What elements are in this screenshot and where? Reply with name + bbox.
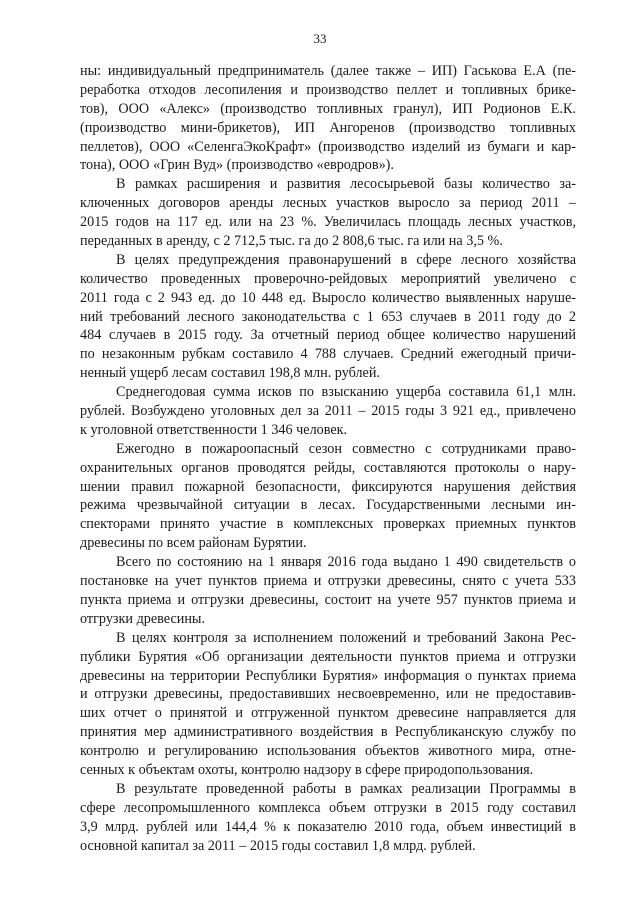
text-line: 2011 года с 2 943 ед. до 10 448 ед. Выросло количество выявленных наруше- <box>80 289 576 306</box>
text-line: охранительных органов проводятся рейды, составляются протоколы о нару- <box>80 459 576 476</box>
text-line: ний требований лесного законодательства с 1 653 случаев в 2011 году до 2 <box>80 308 576 325</box>
paragraph <box>80 440 576 553</box>
text-line: древесины на территории Республики Бурятия» информация о пунктах приема <box>80 667 576 684</box>
text-line: тона), ООО «Грин Вуд» (производство «евродров»). <box>80 157 394 174</box>
text-line: 484 случаев в 2015 году. За отчетный период общее количество нарушений <box>80 327 576 344</box>
text-line: ненный ущерб лесам составил 198,8 млн. рублей. <box>80 365 380 382</box>
text-line: ны: индивидуальный предприниматель (далее также – ИП) Гаськова Е.А (пе- <box>80 63 576 79</box>
text-line: ключенных договоров аренды лесных участков выросло за период 2011 – <box>80 195 576 212</box>
paragraph <box>80 780 576 856</box>
paragraph <box>80 629 576 780</box>
text-line: пункта приема и отгрузки древесины, состоит на учете 957 пунктов приема и <box>80 591 576 608</box>
paragraph <box>80 553 576 629</box>
text-line: пеллетов), ООО «СеленгаЭкоКрафт» (производство изделий из бумаги и кар- <box>80 138 576 155</box>
text-line: Ежегодно в пожароопасный сезон совместно с сотрудниками право- <box>116 440 576 457</box>
text-line: 3,9 млрд. рублей или 144,4 % к показателю 2010 года, объем инвестиций в <box>80 818 576 835</box>
paragraph <box>80 251 576 383</box>
text-line: по незаконным рубкам составило 4 788 случаев. Средний ежегодный причи- <box>80 346 576 363</box>
text-line: сфере лесопромышленного комплекса объем отгрузки в 2015 году составил <box>80 799 576 816</box>
text-line: Среднегодовая сумма исков по взысканию ущерба составила 61,1 млн. <box>116 384 576 401</box>
document-body <box>80 62 576 855</box>
text-line: принятия мер административного воздействия в Республиканскую службу по <box>80 724 576 741</box>
paragraph <box>80 62 576 175</box>
text-line: рублей. Возбуждено уголовных дел за 2011 – 2015 годы 3 921 ед., привлечено <box>80 403 576 420</box>
text-line: контролю и регулированию использования объектов животного мира, отне- <box>80 743 576 760</box>
page-number: 33 <box>313 31 327 46</box>
text-line: публики Бурятия «Об организации деятельности пунктов приема и отгрузки <box>80 648 576 665</box>
text-line: переданных в аренду, с 2 712,5 тыс. га до 2 808,6 тыс. га или на 3,5 %. <box>80 233 503 250</box>
text-line: Всего по состоянию на 1 января 2016 года выдано 1 490 свидетельств о <box>116 554 576 571</box>
text-line: 2015 годов на 117 ед. или на 23 %. Увеличилась площадь лесных участков, <box>80 214 576 231</box>
text-line: ших отчет о принятой и отгруженной пунктом древесине направляется для <box>80 705 576 722</box>
text-line: В результате проведенной работы в рамках реализации Программы в <box>116 780 576 797</box>
text-line: основной капитал за 2011 – 2015 годы составил 1,8 млрд. рублей. <box>80 837 476 854</box>
text-line: В рамках расширения и развития лесосырьевой базы количество за- <box>116 176 576 193</box>
paragraph <box>80 175 576 251</box>
text-line: тов), ООО «Алекс» (производство топливных гранул), ИП Родионов Е.К. <box>80 100 576 117</box>
text-line: отгрузки древесины. <box>80 610 205 627</box>
text-line: (производство мини-брикетов), ИП Ангоренов (производство топливных <box>80 119 576 136</box>
text-line: В целях предупреждения правонарушений в сфере лесного хозяйства <box>116 251 576 268</box>
text-line: древесины по всем районам Бурятии. <box>80 535 307 552</box>
text-line: сенных к объектам охоты, контролю надзору в сфере природопользования. <box>80 761 534 778</box>
paragraph <box>80 383 576 440</box>
text-line: реработка отходов лесопиления и производство пеллет и топливных брике- <box>80 81 576 98</box>
text-line: В целях контроля за исполнением положений и требований Закона Рес- <box>116 629 576 646</box>
text-line: и отгрузки древесины, предоставивших несвоевременно, или не предоставив- <box>80 686 576 703</box>
text-line: спекторами принято участие в комплексных проверках приемных пунктов <box>80 516 576 533</box>
text-line: постановке на учет пунктов приема и отгрузки древесины, снято с учета 533 <box>80 573 576 590</box>
text-line: шении правил пожарной безопасности, фиксируются нарушения действия <box>80 478 576 495</box>
text-line: количество проведенных проверочно-рейдовых мероприятий увеличено с <box>80 270 576 287</box>
text-line: к уголовной ответственности 1 346 человек. <box>80 421 348 438</box>
text-line: режима чрезвычайной ситуации в лесах. Государственными лесными ин- <box>80 497 576 514</box>
